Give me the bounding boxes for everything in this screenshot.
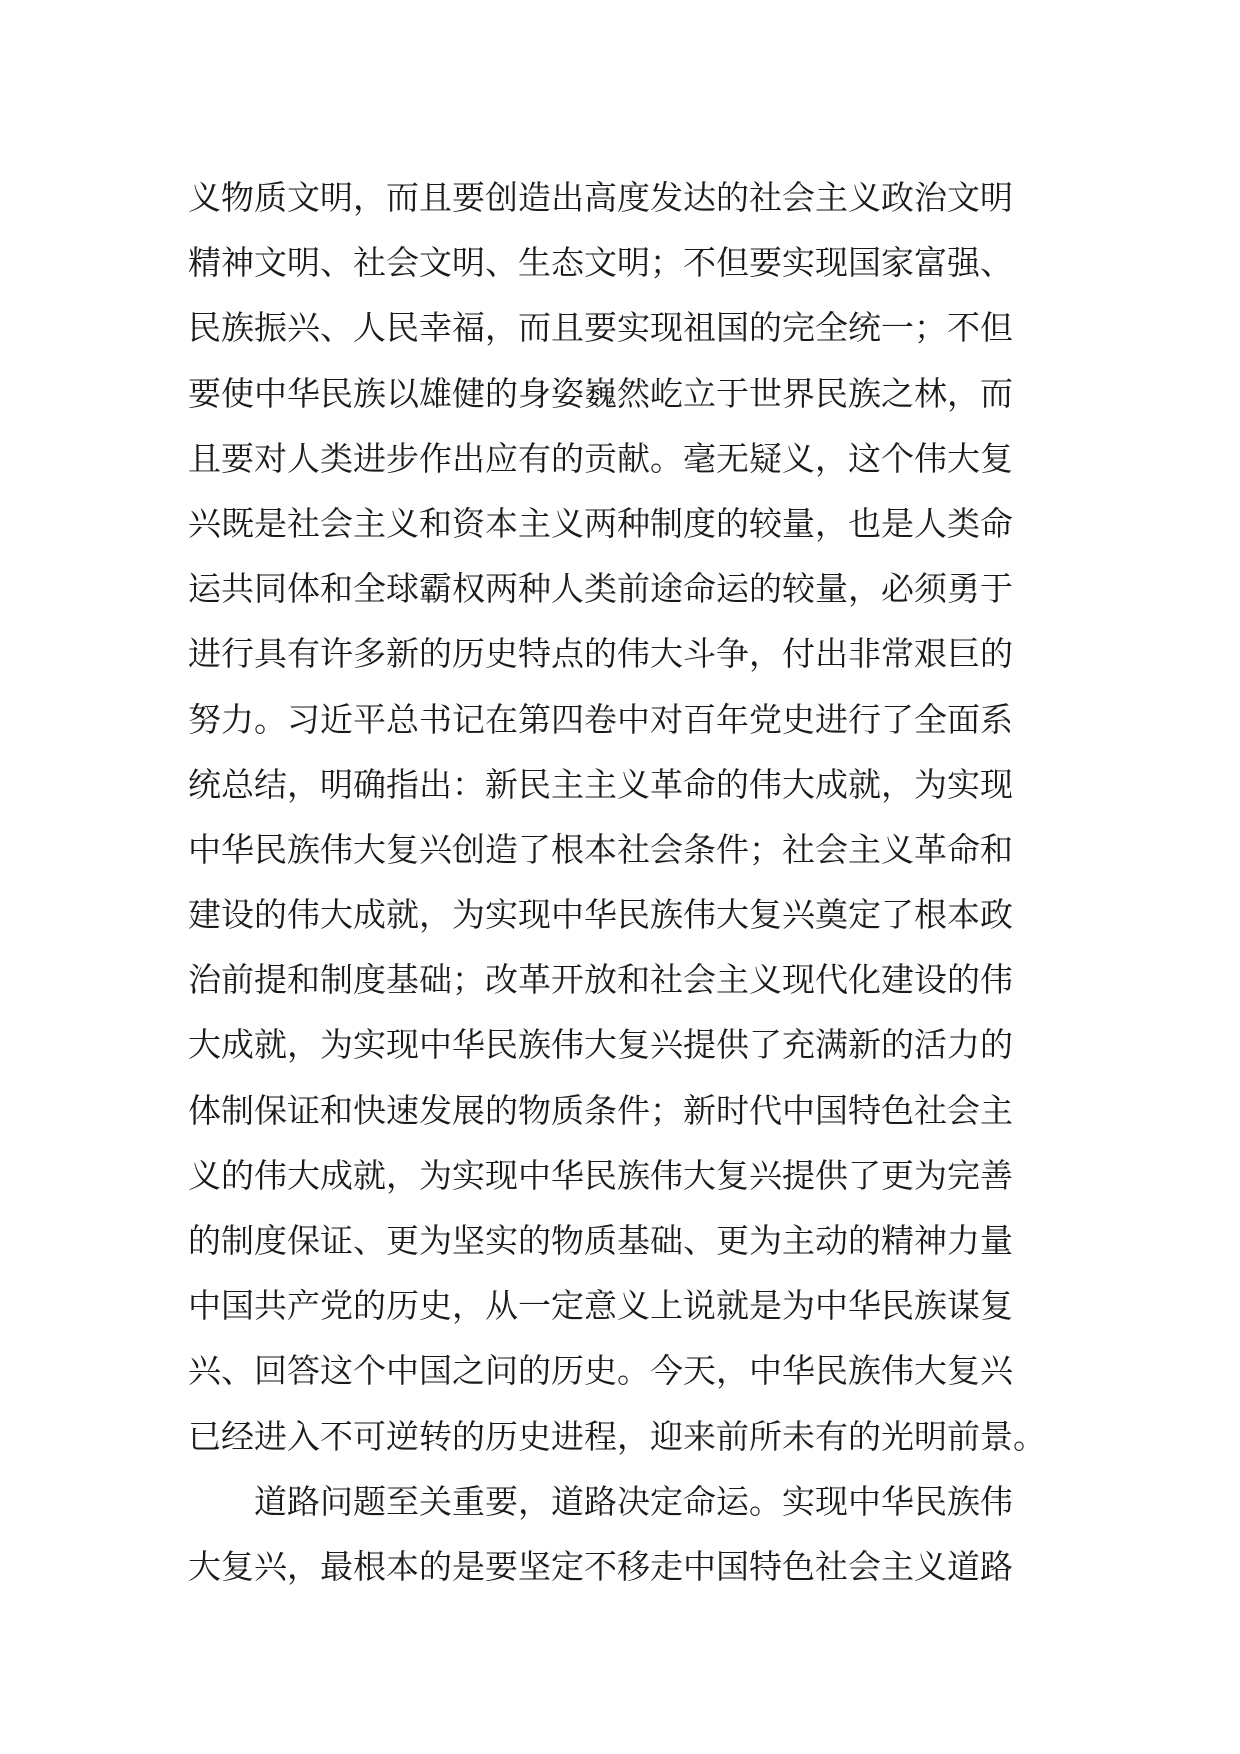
text-line: 中国共产党的历史，从一定意义上说就是为中华民族谋复 [188,1286,1013,1326]
text-line: 道路问题至关重要，道路决定命运。实现中华民族伟 [254,1481,1013,1521]
text-line: 治前提和制度基础；改革开放和社会主义现代化建设的伟 [188,960,1013,1000]
text-line: 统总结，明确指出：新民主主义革命的伟大成就，为实现 [188,764,1013,804]
text-line: 已经进入不可逆转的历史进程，迎来前所未有的光明前景。 [188,1416,1046,1456]
text-line: 义物质文明，而且要创造出高度发达的社会主义政治文明 [188,178,1013,217]
body-text [188,165,1068,1599]
text-line: 兴、回答这个中国之问的历史。今天，中华民族伟大复兴 [188,1351,1013,1391]
text-line: 体制保证和快速发展的物质条件；新时代中国特色社会主 [188,1090,1013,1130]
text-line: 精神文明、社会文明、生态文明；不但要实现国家富强、 [188,243,1013,283]
text-line: 义的伟大成就，为实现中华民族伟大复兴提供了更为完善 [188,1155,1013,1195]
text-line: 的制度保证、更为坚实的物质基础、更为主动的精神力量 [188,1221,1013,1260]
text-line: 努力。习近平总书记在第四卷中对百年党史进行了全面系 [188,699,1013,739]
text-line: 要使中华民族以雄健的身姿巍然屹立于世界民族之林，而 [188,373,1013,413]
text-line: 且要对人类进步作出应有的贡献。毫无疑义，这个伟大复 [188,438,1013,478]
text-line: 民族振兴、人民幸福，而且要实现祖国的完全统一；不但 [188,308,1013,348]
text-line: 中华民族伟大复兴创造了根本社会条件；社会主义革命和 [188,829,1013,869]
text-line: 大复兴，最根本的是要坚定不移走中国特色社会主义道路 [188,1546,1013,1586]
text-line: 兴既是社会主义和资本主义两种制度的较量，也是人类命 [188,503,1013,543]
text-line: 建设的伟大成就，为实现中华民族伟大复兴奠定了根本政 [188,895,1013,935]
text-line: 运共同体和全球霸权两种人类前途命运的较量，必须勇于 [188,569,1013,609]
text-line: 进行具有许多新的历史特点的伟大斗争，付出非常艰巨的 [188,634,1013,674]
text-line: 大成就，为实现中华民族伟大复兴提供了充满新的活力的 [188,1025,1013,1065]
